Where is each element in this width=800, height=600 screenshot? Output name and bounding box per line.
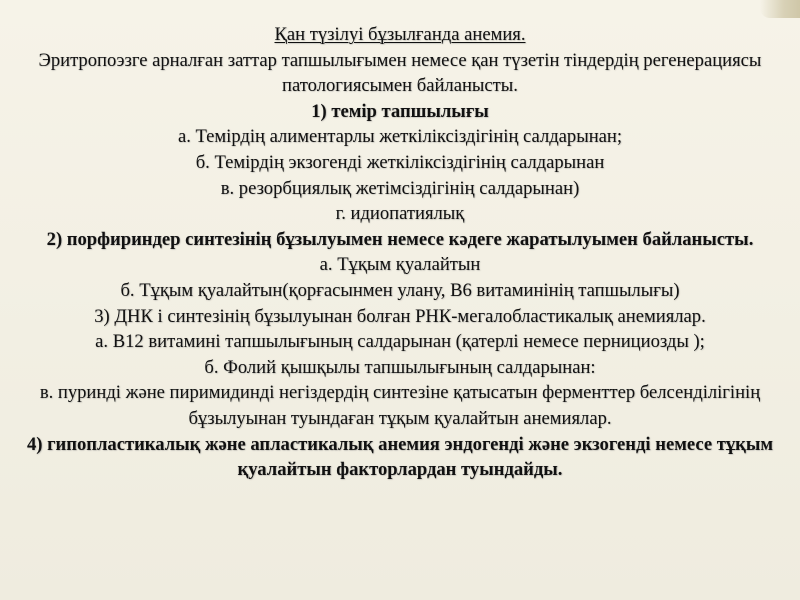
text-line-2: а. Темірдің алиментарлы жеткіліксіздігінің салдарынан;: [177, 126, 623, 148]
text-line-1: 1) темір тапшылығы: [311, 100, 489, 122]
text-line-11: б. Фолий қышқылы тапшылығының салдарынан:: [204, 356, 596, 378]
slide-content: [8, 22, 792, 483]
text-line-13: 4) гипопластикалық және апластикалық анемия эндогенді және экзогенді немесе тұқым қуалайтын факторлардан туындайды.: [26, 433, 774, 481]
text-line-4: в. резорбциялық жетімсіздігінің салдарынан): [220, 177, 580, 199]
text-line-12: в. пуринді және пиримидинді негіздердің синтезіне қатысатын ферменттер белсенділігінің бұзылуынан туындаған тұқым қуалайтын анемиялар.: [39, 382, 761, 429]
text-line-8: б. Тұқым қуалайтын(қорғасынмен улану, В6 витаминінің тапшылығы): [120, 279, 680, 301]
slide-title: Қан түзілуі бұзылғанда анемия.: [274, 24, 526, 45]
text-line-10: а. В12 витамині тапшылығының салдарынан (қатерлі немесе пернициозды );: [95, 331, 705, 353]
text-line-6: 2) порфириндер синтезінің бұзылуымен немесе кәдеге жаратылуымен байланысты.: [46, 228, 754, 250]
text-line-7: а. Тұқым қуалайтын: [319, 254, 481, 276]
text-line-9: 3) ДНК і синтезінің бұзылуынан болған РНК-мегалобластикалық анемиялар.: [94, 305, 706, 327]
text-line-0: Эритропоэзге арналған заттар тапшылығымен немесе қан түзетін тіндердің регенерациясы патологиясымен байланысты.: [38, 49, 762, 97]
corner-decoration: [760, 0, 800, 18]
text-line-3: б. Темірдің экзогенді жеткіліксіздігінің салдарынан: [195, 151, 605, 173]
text-line-5: г. идиопатиялық: [335, 203, 465, 225]
